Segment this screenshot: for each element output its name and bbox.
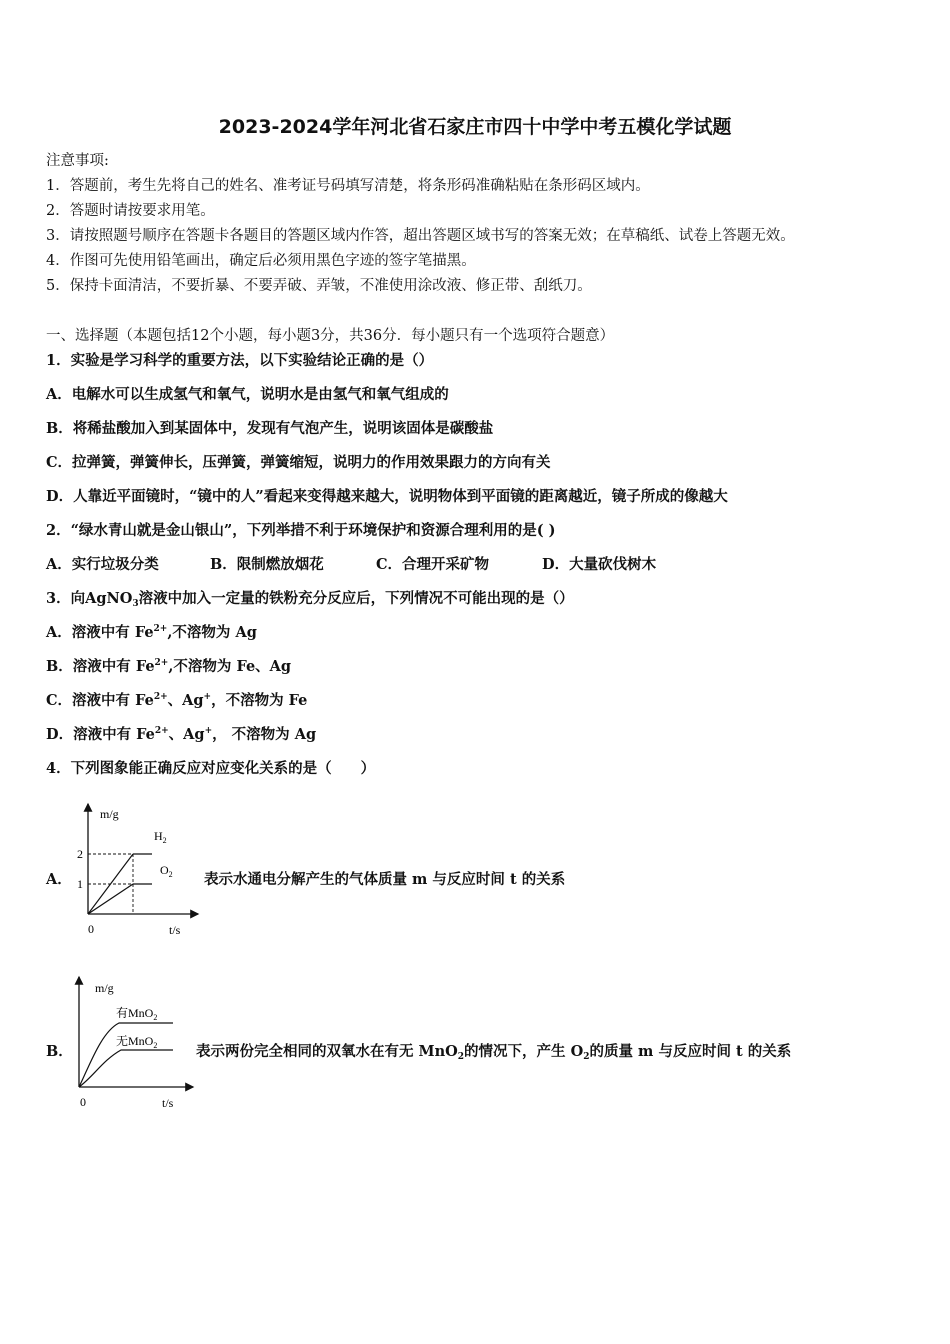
x-axis-label: t/s (169, 923, 181, 937)
q3-option-d: D．溶液中有 $Fe^{2+}$、Ag+， 不溶物为 Ag (46, 726, 317, 743)
notice-item: 5．保持卡面清洁，不要折暴、不要弄破、弄皱，不准使用涂改液、修正带、刮纸刀。 (46, 278, 592, 294)
origin-label: 0 (88, 922, 94, 936)
notice-item: 3．请按照题号顺序在答题卡各题目的答题区域内作答，超出答题区域书写的答案无效；在草稿纸、试卷上答题无效。 (46, 228, 795, 244)
series-label-o2: $O_2$ (160, 863, 173, 879)
series-label-h2: $H_2$ (154, 829, 167, 845)
notice-item: 2．答题时请按要求用笔。 (46, 203, 215, 219)
q4-graph-a (70, 798, 205, 938)
q4-option-a-caption: 表示水通电分解产生的气体质量 m 与反应时间 t 的关系 (204, 871, 566, 888)
section-heading: 一、选择题（本题包括12个小题，每小题3分，共36分．每小题只有一个选项符合题意） (46, 328, 615, 344)
tick-label-2: 2 (77, 847, 83, 861)
y-axis-label: m/g (95, 981, 114, 995)
y-axis-label: m/g (100, 807, 119, 821)
x-axis-label: t/s (162, 1096, 174, 1110)
notice-item: 4．作图可先使用铅笔画出，确定后必须用黑色字迹的签字笔描黑。 (46, 253, 476, 269)
q3-option-c: C．溶液中有 $Fe^{2+}$、Ag+，不溶物为 Fe (46, 692, 308, 709)
q1-stem: 1．实验是学习科学的重要方法，以下实验结论正确的是（） (46, 352, 434, 369)
curve-with-mno2 (79, 1023, 173, 1087)
q2-options (46, 555, 656, 575)
q4-option-b-caption: 表示两份完全相同的双氧水在有无 MnO$_2$的情况下，产生 $O_2$的质量 m 与反应时间 t 的关系 (196, 1043, 792, 1062)
q3-option-a: A．溶液中有 $Fe^{2+}$,不溶物为 Ag (46, 624, 257, 641)
q1-option-a: A．电解水可以生成氢气和氧气，说明水是由氢气和氧气组成的 (46, 386, 449, 403)
q4-option-b-label: B． (46, 1043, 73, 1060)
q4-stem: 4．下列图象能正确反应对应变化关系的是（ ） (46, 760, 376, 777)
q1-option-d: D．人靠近平面镜时，“镜中的人”看起来变得越来越大，说明物体到平面镜的距离越近，镜子所成的像越大 (46, 488, 728, 505)
q3-option-b: B．溶液中有 $Fe^{2+}$,不溶物为 Fe、Ag (46, 658, 292, 675)
q4-graph-b (65, 972, 200, 1114)
q2-option-d: D．大量砍伐树木 (542, 556, 657, 573)
q1-option-c: C．拉弹簧，弹簧伸长，压弹簧，弹簧缩短，说明力的作用效果跟力的方向有关 (46, 454, 551, 471)
q2-option-b: B．限制燃放烟花 (210, 556, 324, 573)
q1-option-b: B．将稀盐酸加入到某固体中，发现有气泡产生，说明该固体是碳酸盐 (46, 420, 494, 437)
tick-label-1: 1 (77, 877, 83, 891)
q2-option-a: A．实行垃圾分类 (46, 556, 159, 573)
q2-option-c: C．合理开采矿物 (376, 556, 490, 573)
series-label-without-mno2: 无MnO$_2$ (116, 1034, 158, 1050)
q3-stem: 3．向AgNO$_3$溶液中加入一定量的铁粉充分反应后，下列情况不可能出现的是（） (46, 590, 574, 609)
origin-label: 0 (80, 1095, 86, 1109)
q2-stem: 2．“绿水青山就是金山银山”，下列举措不利于环境保护和资源合理利用的是( ) (46, 522, 556, 539)
series-label-with-mno2: 有MnO$_2$ (116, 1006, 158, 1022)
notice-heading: 注意事项: (46, 153, 109, 169)
q4-option-a-label: A． (46, 871, 72, 888)
page-title: 2023-2024学年河北省石家庄市四十中学中考五模化学试题 (218, 116, 732, 138)
notice-item: 1．答题前，考生先将自己的姓名、准考证号码填写清楚，将条形码准确粘贴在条形码区域内。 (46, 178, 650, 194)
o2-line (88, 884, 133, 914)
